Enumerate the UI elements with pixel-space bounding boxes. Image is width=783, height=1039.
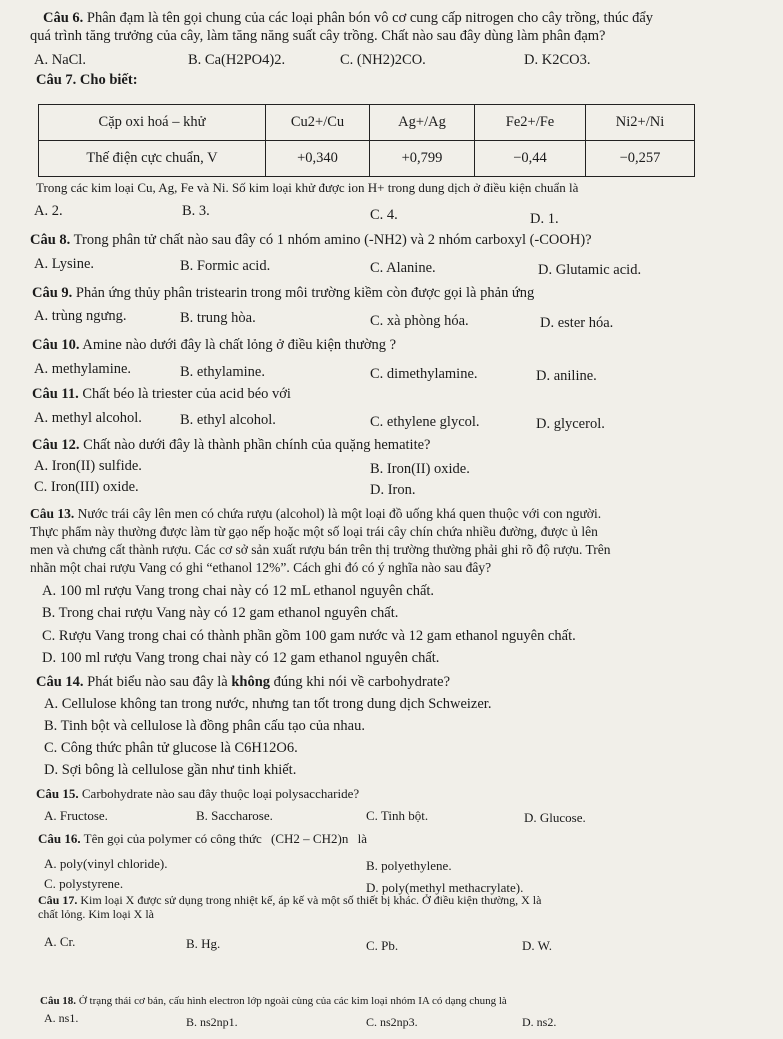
option-d[interactable]: D. Glucose. [524, 810, 586, 825]
option-c[interactable]: C. Rượu Vang trong chai có thành phần gồm 100 gam nước và 12 gam ethanol nguyên chất. [42, 628, 576, 644]
option-d[interactable]: D. 1. [530, 211, 559, 227]
option-a[interactable]: A. NaCl. [34, 52, 86, 68]
question-number: Câu 13. [30, 506, 75, 521]
question-text: Trong phân tử chất nào sau đây có 1 nhóm amino (-NH2) và 2 nhóm carboxyl (-COOH)? [73, 232, 592, 248]
option-b[interactable]: B. polyethylene. [366, 858, 452, 873]
table-cell: −0,44 [475, 141, 586, 177]
question-text-line2: Thực phẩm này thường được làm từ gạo nếp hoặc một số loại trái cây chín chứa nhiều đường, được ủ lên [30, 524, 598, 539]
option-c[interactable]: C. xà phòng hóa. [370, 313, 469, 329]
question-number: Câu 6. [43, 10, 84, 26]
option-a[interactable]: A. Cellulose không tan trong nước, nhưng tan tốt trong dung dịch Schweizer. [44, 696, 492, 712]
option-b[interactable]: B. ns2np1. [186, 1015, 238, 1029]
question-text: Phát biểu nào sau đây là [87, 674, 232, 690]
question-text: Phản ứng thủy phân tristearin trong môi trường kiềm còn được gọi là phản ứng [75, 285, 535, 301]
question-number: Câu 7. [36, 72, 77, 88]
table-cell: Ag+/Ag [370, 105, 475, 141]
option-a[interactable]: A. trùng ngưng. [34, 308, 127, 324]
question-text: Chất béo là triester của acid béo với [82, 386, 291, 402]
option-a[interactable]: A. 2. [34, 203, 63, 219]
option-a[interactable]: A. methylamine. [34, 361, 132, 377]
option-d[interactable]: D. glycerol. [536, 416, 605, 432]
option-c[interactable]: C. (NH2)2CO. [340, 52, 426, 68]
option-c[interactable]: C. 4. [370, 207, 398, 223]
option-d[interactable]: D. 100 ml rượu Vang trong chai này có 12 gam ethanol nguyên chất. [42, 650, 440, 666]
option-d[interactable]: D. ns2. [522, 1015, 557, 1029]
option-b[interactable]: B. Saccharose. [196, 808, 273, 823]
option-a[interactable]: A. ns1. [44, 1011, 79, 1025]
option-b[interactable]: B. 3. [182, 203, 210, 219]
option-a[interactable]: A. 100 ml rượu Vang trong chai này có 12 mL ethanol nguyên chất. [42, 583, 435, 599]
option-b[interactable]: B. Hg. [186, 936, 221, 951]
table-cell: +0,340 [266, 141, 370, 177]
option-c[interactable]: C. Tinh bột. [366, 808, 429, 823]
question-text-line4: nhãn một chai rượu Vang có ghi “ethanol 12%”. Cách ghi đó có ý nghĩa nào sau đây? [30, 560, 492, 575]
polymer-formula: (CH2 – CH2)n [271, 831, 349, 846]
option-d[interactable]: D. poly(methyl methacrylate). [366, 880, 524, 895]
option-d[interactable]: D. W. [522, 938, 552, 953]
table-cell: Cặp oxi hoá – khử [39, 105, 266, 141]
question-number: Câu 8. [30, 232, 71, 248]
option-d[interactable]: D. Iron. [370, 482, 416, 498]
option-b[interactable]: B. Tinh bột và cellulose là đồng phân cấu tạo của nhau. [44, 718, 365, 734]
option-d[interactable]: D. ester hóa. [540, 315, 614, 331]
question-number: Câu 15. [36, 786, 79, 801]
question-text: Cho biết: [79, 72, 138, 88]
question-text-line2: chất lỏng. Kim loại X là [38, 907, 154, 921]
table-cell: Ni2+/Ni [586, 105, 695, 141]
option-b[interactable]: B. Ca(H2PO4)2. [188, 52, 286, 68]
option-c[interactable]: C. ns2np3. [366, 1015, 418, 1029]
question-number: Câu 12. [32, 437, 80, 453]
option-a[interactable]: A. Fructose. [44, 808, 108, 823]
option-d[interactable]: D. aniline. [536, 368, 597, 384]
question-text: Amine nào dưới đây là chất lỏng ở điều kiện thường ? [82, 337, 397, 353]
option-c[interactable]: C. ethylene glycol. [370, 414, 480, 430]
question-number: Câu 16. [38, 831, 81, 846]
table-cell: −0,257 [586, 141, 695, 177]
question-number: Câu 9. [32, 285, 73, 301]
table-row [39, 141, 695, 177]
question-text-line2: quá trình tăng trưởng của cây, làm tăng năng suất cây trồng. Chất nào sau đây dùng làm phân đạm? [30, 28, 606, 44]
option-d[interactable]: D. Sợi bông là cellulose gần như tinh khiết. [44, 762, 297, 778]
question-number: Câu 18. [40, 995, 77, 1007]
option-d[interactable]: D. K2CO3. [524, 52, 591, 68]
option-b[interactable]: B. Formic acid. [180, 258, 271, 274]
option-b[interactable]: B. ethylamine. [180, 364, 265, 380]
question-text: Nước trái cây lên men có chứa rượu (alcohol) là một loại đồ uống khá quen thuộc với con người. [77, 506, 602, 521]
option-a[interactable]: A. methyl alcohol. [34, 410, 142, 426]
option-a[interactable]: A. Lysine. [34, 256, 95, 272]
question-text: Phân đạm là tên gọi chung của các loại phân bón vô cơ cung cấp nitrogen cho cây trồng, thúc đẩy [86, 10, 654, 26]
table-row [39, 105, 695, 141]
question-text: Kim loại X được sử dụng trong nhiệt kế, áp kế và một số thiết bị khác. Ở điều kiện thường, X là [80, 893, 542, 907]
question-text-end: là [357, 831, 367, 846]
question-text: Ở trạng thái cơ bản, cấu hình electron lớp ngoài cùng của các kim loại nhóm IA có dạng chung là [78, 995, 507, 1007]
question-text: Chất nào dưới đây là thành phần chính của quặng hematite? [83, 437, 431, 453]
electrode-potential-table [38, 104, 695, 177]
option-c[interactable]: C. Công thức phân tử glucose là C6H12O6. [44, 740, 298, 756]
option-b[interactable]: B. Trong chai rượu Vang này có 12 gam ethanol nguyên chất. [42, 605, 399, 621]
option-c[interactable]: C. polystyrene. [44, 876, 124, 891]
option-c[interactable]: C. Pb. [366, 938, 399, 953]
table-cell: Cu2+/Cu [266, 105, 370, 141]
option-b[interactable]: B. Iron(II) oxide. [370, 461, 470, 477]
question-text-end: đúng khi nói về carbohydrate? [270, 674, 451, 690]
question-text: Carbohydrate nào sau đây thuộc loại polysaccharide? [81, 786, 360, 801]
question-number: Câu 17. [38, 893, 78, 907]
option-d[interactable]: D. Glutamic acid. [538, 262, 642, 278]
question-number: Câu 14. [36, 674, 84, 690]
table-cell: Fe2+/Fe [475, 105, 586, 141]
option-c[interactable]: C. Iron(III) oxide. [34, 479, 139, 495]
question-text: Tên gọi của polymer có công thức [83, 831, 262, 846]
question-text-line3: men và chưng cất thành rượu. Các cơ sở sản xuất rượu bán trên thị trường thường phải ghi rõ độ rượu. Trên [30, 542, 611, 557]
question-text-emphasis: không [231, 674, 271, 690]
option-a[interactable]: A. Cr. [44, 934, 76, 949]
question-number: Câu 11. [32, 386, 79, 402]
table-cell: +0,799 [370, 141, 475, 177]
option-c[interactable]: C. Alanine. [370, 260, 436, 276]
option-a[interactable]: A. Iron(II) sulfide. [34, 458, 142, 474]
option-a[interactable]: A. poly(vinyl chloride). [44, 856, 168, 871]
option-b[interactable]: B. trung hòa. [180, 310, 256, 326]
option-b[interactable]: B. ethyl alcohol. [180, 412, 276, 428]
table-cell: Thế điện cực chuẩn, V [39, 141, 266, 177]
question-7-followup: Trong các kim loại Cu, Ag, Fe và Ni. Số kim loại khử được ion H+ trong dung dịch ở điều kiện chuẩn là [36, 180, 579, 195]
question-number: Câu 10. [32, 337, 80, 353]
option-c[interactable]: C. dimethylamine. [370, 366, 478, 382]
